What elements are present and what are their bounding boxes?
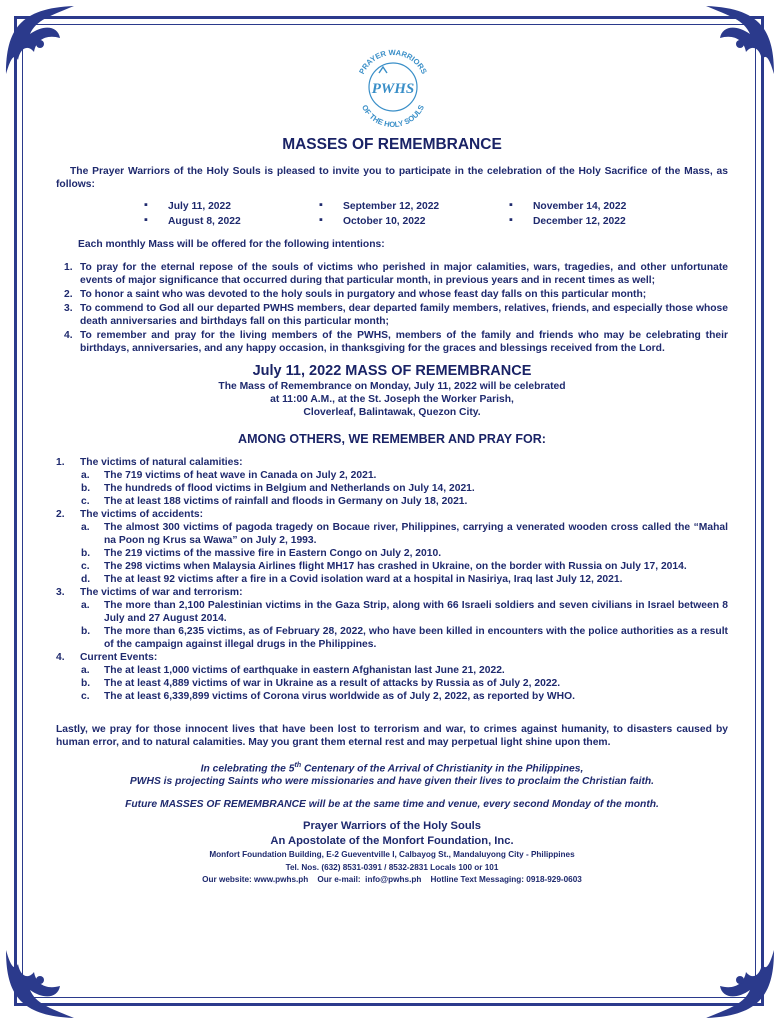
intention-item: 1. To pray for the eternal repose of the souls of victims who perished in major calamities, wars, tragedies, and other unfortunate events of major significance that occurred during that particular month, in previous years and in recent times as well; — [64, 262, 728, 286]
list-item: a. The at least 1,000 victims of earthquake in eastern Afghanistan last June 21, 2022. — [81, 665, 505, 676]
category-heading: 3. The victims of war and terrorism: — [56, 587, 243, 598]
footer-address: Monfort Foundation Building, E-2 Gueventville I, Calbayog St., Mandaluyong City - Philippines — [209, 850, 575, 860]
list-item: b. The 219 victims of the massive fire in Eastern Congo on July 2, 2010. — [81, 548, 442, 559]
svg-text:OF THE HOLY SOULS — [360, 103, 426, 129]
list-item: c. The 298 victims when Malaysia Airlines flight MH17 has crashed in Ukraine, on the border with Russia on July 17, 2014. — [81, 561, 687, 572]
centenary-note: In celebrating the 5th Centenary of the Arrival of Christianity in the Philippines, PWHS is projecting Saints who were missionaries and have given their lives to proclaim the Christian faith. — [129, 762, 655, 788]
date-item: ▪ October 10, 2022 — [319, 215, 509, 228]
letter-body — [56, 138, 728, 887]
intention-item: 2. To honor a saint who was devoted to the holy souls in purgatory and whose feast day falls on this particular month; — [64, 289, 647, 300]
date-item: ▪ August 8, 2022 — [144, 215, 319, 228]
list-item: c. The at least 188 victims of rainfall and floods in Germany on July 18, 2021. — [81, 496, 468, 507]
intention-item: 4. To remember and pray for the living members of the PWHS, members of the family and friends who may be celebrating their birthdays, anniversaries, and any happy occasion, in thanksgiving for the graces and blessings received from the Lord. — [64, 330, 728, 354]
mass-dates-list — [144, 200, 728, 228]
list-item: b. The hundreds of flood victims in Belgium and Netherlands on July 14, 2021. — [81, 483, 475, 494]
logo-monogram: PWHS — [371, 81, 415, 97]
intentions-list — [56, 261, 728, 355]
victims-list — [56, 456, 728, 703]
date-item: ▪ September 12, 2022 — [319, 200, 509, 213]
footer — [56, 819, 728, 887]
date-item: ▪ December 12, 2022 — [509, 215, 699, 228]
list-item: a. The almost 300 victims of pagoda tragedy on Bocaue river, Philippines, carrying a venerated wooden cross called the “Mahal na Poon ng Krus sa Wawa” on July 2, 1993. — [81, 522, 728, 546]
pwhs-logo — [349, 43, 437, 131]
list-item: d. The at least 92 victims after a fire in a Covid isolation ward at a hospital in Nasiriya, Iraq last July 12, 2021. — [81, 574, 623, 585]
logo-ring-top: PRAYER WARRIORS — [357, 47, 429, 76]
list-item: a. The 719 victims of heat wave in Canada on July 2, 2021. — [81, 470, 377, 481]
footer-contact: Our website: www.pwhs.ph Our e-mail: info@pwhs.ph Hotline Text Messaging: 0918-929-0603 — [202, 875, 582, 885]
footer-tel: Tel. Nos. (632) 8531-0391 / 8532-2831 Locals 100 or 101 — [285, 862, 499, 872]
logo-ring-bottom: OF THE HOLY SOULS — [359, 103, 427, 130]
category-heading: 4. Current Events: — [56, 652, 158, 663]
list-item: a. The more than 2,100 Palestinian victims in the Gaza Strip, along with 66 Israeli soldiers and seven civilians in Israel between 8 July and 27 August 2014. — [81, 600, 728, 624]
page-title: MASSES OF REMEMBRANCE — [282, 136, 502, 153]
corner-ornament-icon — [700, 0, 780, 80]
closing-prayer: Lastly, we pray for those innocent lives that have been lost to terrorism and war, to crimes against humanity, to disasters caused by human error, and to natural calamities. May you grant them eternal rest and may perpetual light shine upon them. — [56, 724, 728, 748]
future-masses-note: Future MASSES OF REMEMBRANCE will be at the same time and venue, every second Monday of the month. — [125, 799, 659, 811]
date-item: ▪ July 11, 2022 — [144, 200, 319, 213]
july-mass-title: July 11, 2022 MASS OF REMEMBRANCE — [252, 363, 532, 379]
category-heading: 2. The victims of accidents: — [56, 509, 204, 520]
footer-apostolate: An Apostolate of the Monfort Foundation, Inc. — [270, 835, 514, 848]
corner-ornament-icon — [700, 944, 780, 1024]
intro-paragraph: The Prayer Warriors of the Holy Souls is pleased to invite you to participate in the celebration of the Holy Sacrifice of the Mass, as follows: — [56, 166, 728, 190]
category-heading: 1. The victims of natural calamities: — [56, 457, 243, 468]
svg-text:PRAYER WARRIORS — [357, 48, 429, 76]
footer-org: Prayer Warriors of the Holy Souls — [302, 820, 481, 833]
corner-ornament-icon — [0, 944, 80, 1024]
list-item: b. The more than 6,235 victims, as of February 28, 2022, who have been killed in encounters with the police authorities as a result of the campaign against illegal drugs in the Philippines. — [81, 626, 728, 650]
list-item: c. The at least 6,339,899 victims of Corona virus worldwide as of July 2, 2022, as reported by WHO. — [81, 691, 575, 702]
date-item: ▪ November 14, 2022 — [509, 200, 699, 213]
list-item: b. The at least 4,889 victims of war in Ukraine as a result of attacks by Russia as of July 2, 2022. — [81, 678, 561, 689]
remember-heading: AMONG OTHERS, WE REMEMBER AND PRAY FOR: — [238, 432, 546, 446]
intentions-heading: Each monthly Mass will be offered for the following intentions: — [78, 239, 385, 250]
july-mass-details: The Mass of Remembrance on Monday, July 11, 2022 will be celebrated at 11:00 A.M., at the St. Joseph the Worker Parish, Cloverleaf, Balintawak, Quezon City. — [218, 381, 566, 418]
intention-item: 3. To commend to God all our departed PWHS members, dear departed family members, relatives, friends, and especially those whose death anniversaries and birthdays fall on this particular month; — [64, 303, 728, 327]
corner-ornament-icon — [0, 0, 80, 80]
